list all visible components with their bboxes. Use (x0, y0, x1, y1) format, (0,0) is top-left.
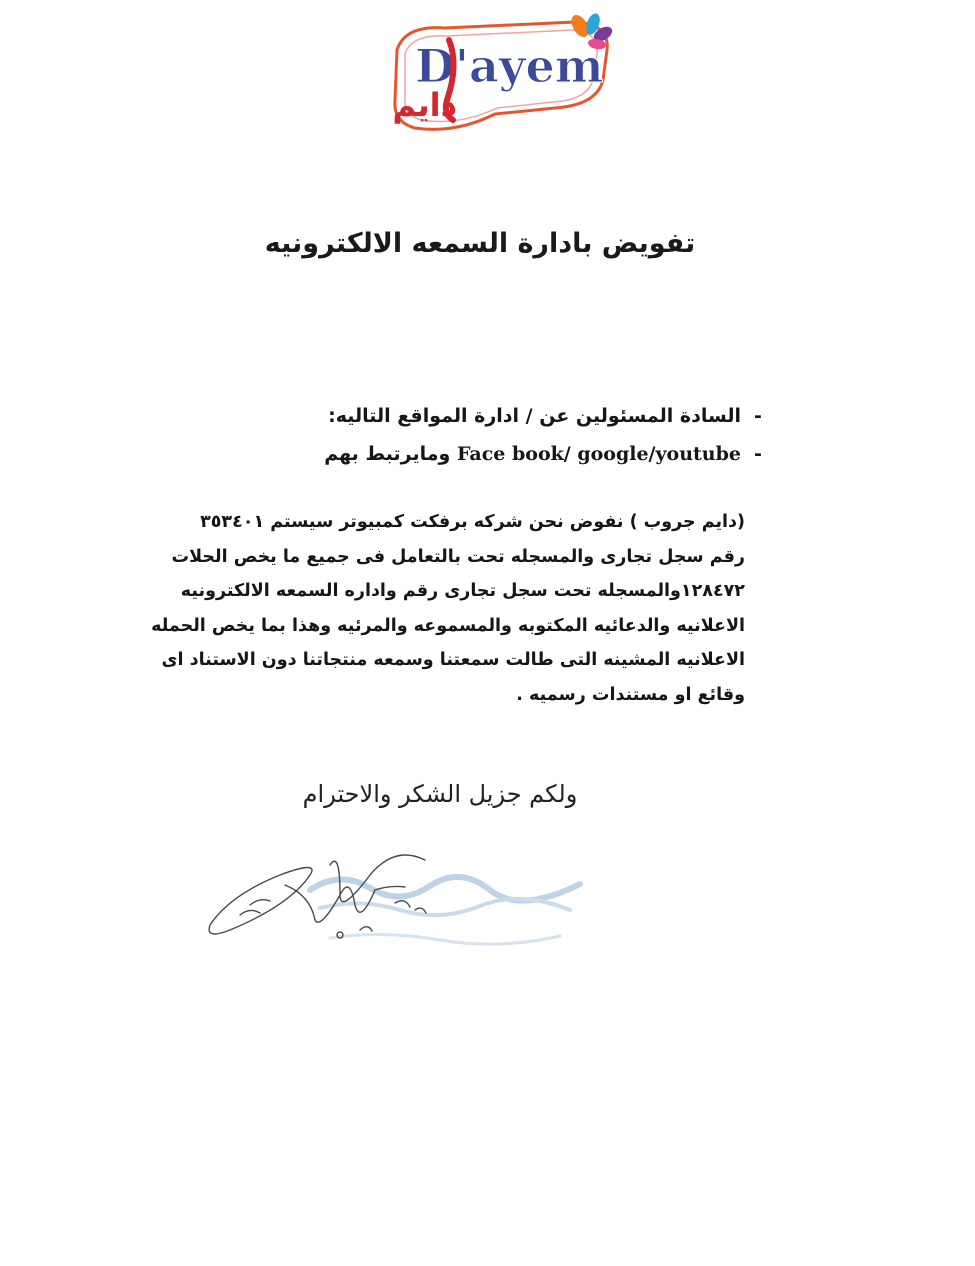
bullet-dash: - (754, 443, 762, 465)
body-line: الاعلانيه والدعائيه المكتوبه والمسموعه والمرئيه وهذا بما يخص الحمله (151, 615, 745, 636)
platform-suffix: ومايرتبط بهم (324, 443, 451, 465)
dayem-logo (385, 10, 620, 135)
recipient-text: السادة المسئولين عن / ادارة المواقع التاليه: (328, 405, 741, 427)
body-line: ١٢٨٤٧٢والمسجله تحت سجل تجارى رقم واداره السمعه الالكترونيه (180, 581, 745, 601)
body-line: الاعلانيه المشينه التى طالت سمعتنا وسمعه منتجاتنا دون الاستناد اى (161, 650, 745, 670)
document-title: تفويض بادارة السمعه الالكترونيه (264, 228, 696, 259)
bullet-dash: - (754, 405, 762, 427)
body-line: رقم سجل تجارى والمسجله تحت بالتعامل فى جميع ما يخص الحلات (171, 546, 745, 567)
platform-list: Face book/ google/youtube (456, 443, 741, 465)
logo-arabic-text: دايم (392, 86, 457, 124)
authorization-body (145, 505, 745, 712)
recipient-line-1 (155, 405, 775, 427)
body-line: وقائع او مستندات رسميه . (516, 684, 745, 705)
handwritten-signature (190, 835, 610, 965)
logo-latin-text: D'ayem (415, 39, 604, 93)
recipient-line-2 (155, 443, 775, 465)
body-line: (دايم جروب ) نفوض نحن شركه برفكت كمبيوتر سيستم ٣٥٣٤٠١ (200, 512, 745, 532)
closing-line: ولكم جزيل الشكر والاحترام (302, 780, 578, 808)
